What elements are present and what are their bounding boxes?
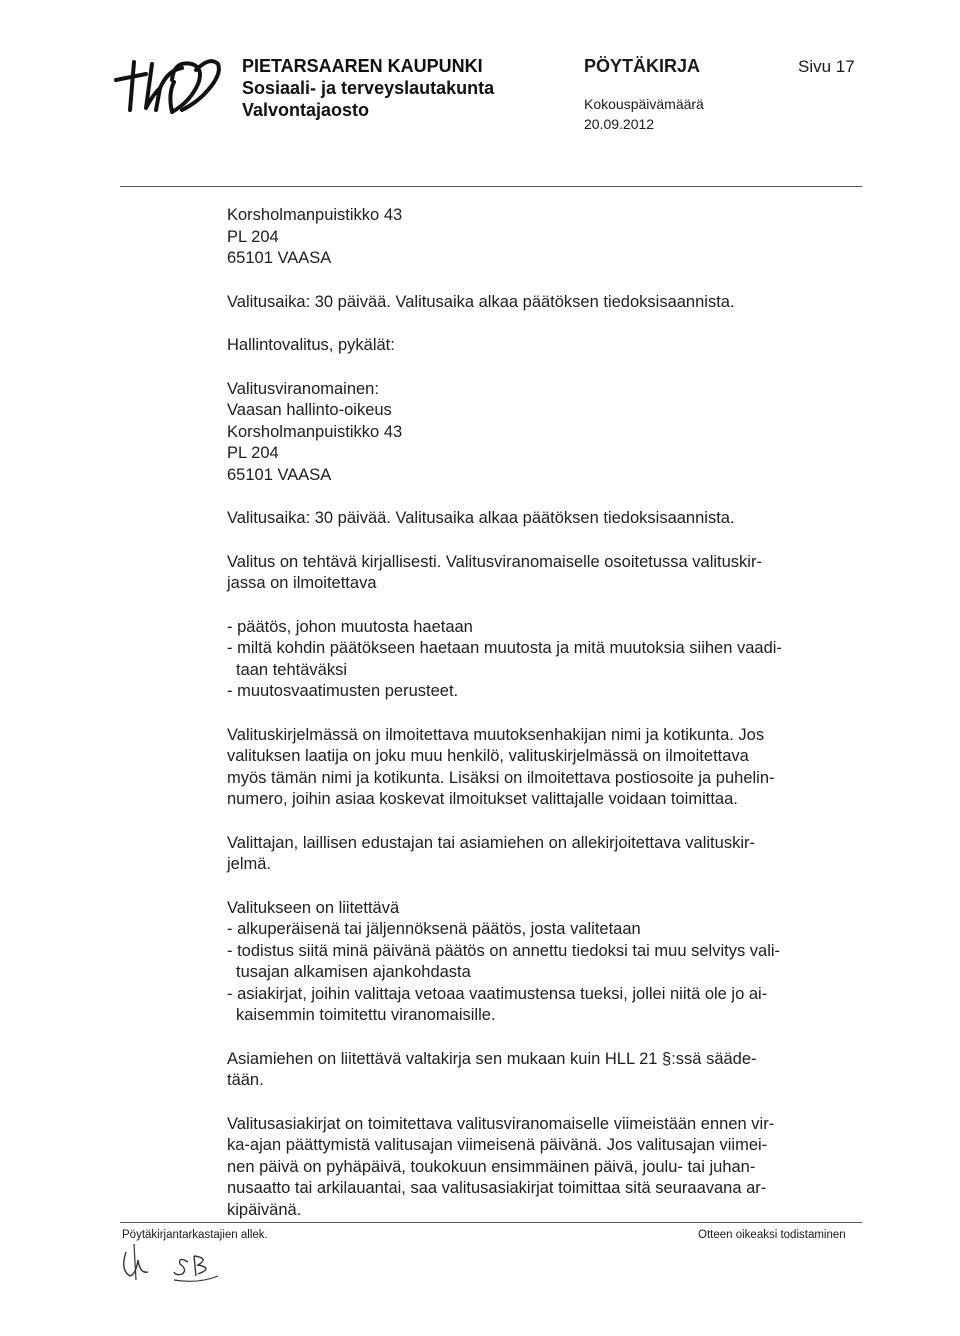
- authority-block: [227, 379, 867, 487]
- meeting-date: 20.09.2012: [584, 116, 655, 132]
- address-block: [227, 205, 867, 270]
- list-item-continuation: tusajan alkamisen ajankohdasta: [236, 963, 471, 981]
- paragraph-line: Asiamiehen on liitettävä valtakirja sen mukaan kuin HLL 21 §:ssä sääde-: [227, 1049, 757, 1068]
- paragraph-line: Valituskirjelmässä on ilmoitettava muutoksenhakijan nimi ja kotikunta. Jos: [227, 725, 765, 744]
- list-item-text: muutosvaatimusten perusteet.: [237, 682, 459, 700]
- admin-appeal-heading: [227, 335, 867, 357]
- authority-line: 65101 VAASA: [227, 465, 332, 484]
- signature-paragraph: [227, 833, 867, 876]
- deadline-paragraph: [227, 292, 867, 314]
- list-item: [227, 984, 867, 1027]
- footer-reviewers-label: Pöytäkirjantarkastajien allek.: [122, 1229, 268, 1241]
- attachments-list: [227, 898, 867, 1027]
- document-type: PÖYTÄKIRJA: [584, 56, 701, 76]
- organization-name: [242, 55, 494, 121]
- deadline-paragraph: [227, 508, 867, 530]
- list-item: [227, 638, 867, 681]
- address-line: 65101 VAASA: [227, 249, 332, 267]
- document-body: [227, 205, 867, 1243]
- paragraph-line: nusaatto tai arkilauantai, saa valitusasiakirjat toimittaa sitä seuraavana ar-: [227, 1179, 767, 1197]
- list-dash: -: [227, 617, 238, 636]
- list-dash: -: [227, 941, 238, 960]
- paragraph-line: Valitusasiakirjat on toimitettava valitusviranomaiselle viimeistään ennen vir-: [227, 1114, 775, 1133]
- proxy-paragraph: [227, 1049, 867, 1092]
- delivery-paragraph: [227, 1114, 867, 1222]
- paragraph-line: ka-ajan päättymistä valitusajan viimeisenä päivänä. Jos valitusajan viimei-: [227, 1136, 768, 1154]
- address-line: PL 204: [227, 227, 279, 246]
- authority-line: Valitusviranomainen:: [227, 379, 379, 398]
- org-line-city: PIETARSAAREN KAUPUNKI: [242, 56, 483, 76]
- list-item: [227, 919, 867, 941]
- list-item: [227, 941, 867, 984]
- paragraph-line: tään.: [227, 1071, 264, 1089]
- list-dash: -: [227, 682, 238, 700]
- org-line-board: Sosiaali- ja terveyslautakunta: [242, 78, 495, 98]
- address-line: Korsholmanpuistikko 43: [227, 206, 403, 224]
- footer-divider: [120, 1222, 862, 1223]
- paragraph-line: valituksen laatija on joku muu henkilö, valituskirjelmässä on ilmoitettava: [227, 747, 749, 765]
- list-item-text: miltä kohdin päätökseen haetaan muutosta ja mitä muutoksia siihen vaadi-: [237, 639, 782, 657]
- list-item: [227, 681, 867, 703]
- written-appeal-paragraph: [227, 552, 867, 595]
- page-number: Sivu 17: [798, 57, 855, 76]
- header-divider: [120, 186, 862, 187]
- list-item-text: asiakirjat, joihin valittaja vetoaa vaatimustensa tueksi, jollei niitä ole jo ai-: [237, 984, 768, 1003]
- authority-line: PL 204: [227, 444, 279, 462]
- list-item-continuation: kaisemmin toimitettu viranomaisille.: [236, 1006, 496, 1024]
- authority-line: Korsholmanpuistikko 43: [227, 422, 403, 441]
- paragraph-line: jelmä.: [227, 855, 272, 873]
- list-item-text: päätös, johon muutosta haetaan: [237, 617, 473, 636]
- authority-line: Vaasan hallinto-oikeus: [227, 401, 392, 419]
- paragraph-line: Valitus on tehtävä kirjallisesti. Valitusviranomaiselle osoitetussa valituskir-: [227, 552, 762, 571]
- requirements-list: [227, 617, 867, 703]
- city-logo-icon: [112, 50, 224, 116]
- paragraph-line: jassa on ilmoitettava: [227, 574, 377, 592]
- name-paragraph: [227, 725, 867, 811]
- list-item-continuation: taan tehtäväksi: [236, 660, 347, 679]
- admin-appeal-text: Hallintovalitus, pykälät:: [227, 336, 395, 354]
- deadline-text: Valitusaika: 30 päivää. Valitusaika alkaa päätöksen tiedoksisaannista.: [227, 509, 735, 527]
- meeting-meta: [584, 94, 704, 134]
- list-item-text: todistus siitä minä päivänä päätös on annettu tiedoksi tai muu selvitys vali-: [237, 941, 781, 960]
- paragraph-line: kipäivänä.: [227, 1200, 302, 1219]
- paragraph-line: nen päivä on pyhäpäivä, toukokuun ensimmäinen päivä, joulu- tai juhan-: [227, 1157, 756, 1176]
- list-dash: -: [227, 920, 238, 938]
- deadline-text: Valitusaika: 30 päivää. Valitusaika alkaa päätöksen tiedoksisaannista.: [227, 292, 735, 311]
- list-dash: -: [227, 639, 238, 657]
- list-item: [227, 617, 867, 639]
- org-line-section: Valvontajaosto: [242, 100, 370, 120]
- footer-certification-label: Otteen oikeaksi todistaminen: [698, 1229, 846, 1241]
- paragraph-line: Valittajan, laillisen edustajan tai asiamiehen on allekirjoitettava valituskir-: [227, 833, 755, 852]
- paragraph-line: myös tämän nimi ja kotikunta. Lisäksi on ilmoitettava postiosoite ja puhelin-: [227, 768, 775, 787]
- handwritten-initials-icon: [118, 1240, 238, 1286]
- list-dash: -: [227, 984, 238, 1003]
- paragraph-line: numero, joihin asiaa koskevat ilmoitukset valittajalle voidaan toimittaa.: [227, 790, 738, 808]
- list-item-text: alkuperäisenä tai jäljennöksenä päätös, josta valitetaan: [237, 920, 641, 938]
- meeting-date-label: Kokouspäivämäärä: [584, 96, 704, 112]
- attachments-heading: Valitukseen on liitettävä: [227, 898, 400, 917]
